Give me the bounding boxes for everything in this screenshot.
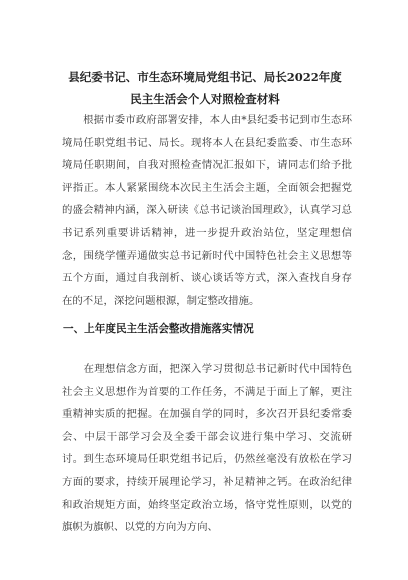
intro-paragraph: 根据市委市政府部署安排，本人由*县纪委书记到市生态环境局任职党组书记、局长。现将本人在县纪委监委、市生态环境局任职期间，自我对照检查情况汇报如下，请同志们给予批评指正。本人紧紧围绕本次民主生活会主题，全面领会把握党的盛会精神内涵，深入研读《总书记谈治国理政》，认真学习总书记系列重要讲话精神，进一步提升政治站位，坚定理想信念，围绕学懂弄通做实总书记新时代中国特色社会主义思想等五个方面，通过自我剖析、谈心谈话等方式，深入查找自身存在的不足，深挖问题根源，制定整改措施。: [62, 114, 352, 307]
section-heading-1: 一、上年度民主生活会整改措施落实情况: [63, 323, 254, 335]
title-line-1: 县纪委书记、市生态环境局党组书记、局长2022年度: [68, 70, 342, 84]
title-line-2: 民主生活会个人对照检查材料: [130, 92, 280, 106]
section-1-paragraph: 在理想信念方面，把深入学习贯彻总书记新时代中国特色社会主义思想作为首要的工作任务，不满足于面上了解，更注重精神实质的把握。在加强自学的同时，多次召开县纪委常委会、中层干部学习会及全委干部会议进行集中学习、交流研讨。到生态环境局任职党组书记后，仍然丝毫没有放松在学习方面的要求，持续开展理论学习，补足精神之钙。在政治纪律和政治规矩方面，始终坚定政治立场，恪守党性原则，以党的旗帜为旗帜、以党的方向为方向、: [62, 363, 352, 534]
document-title: [40, 66, 370, 110]
